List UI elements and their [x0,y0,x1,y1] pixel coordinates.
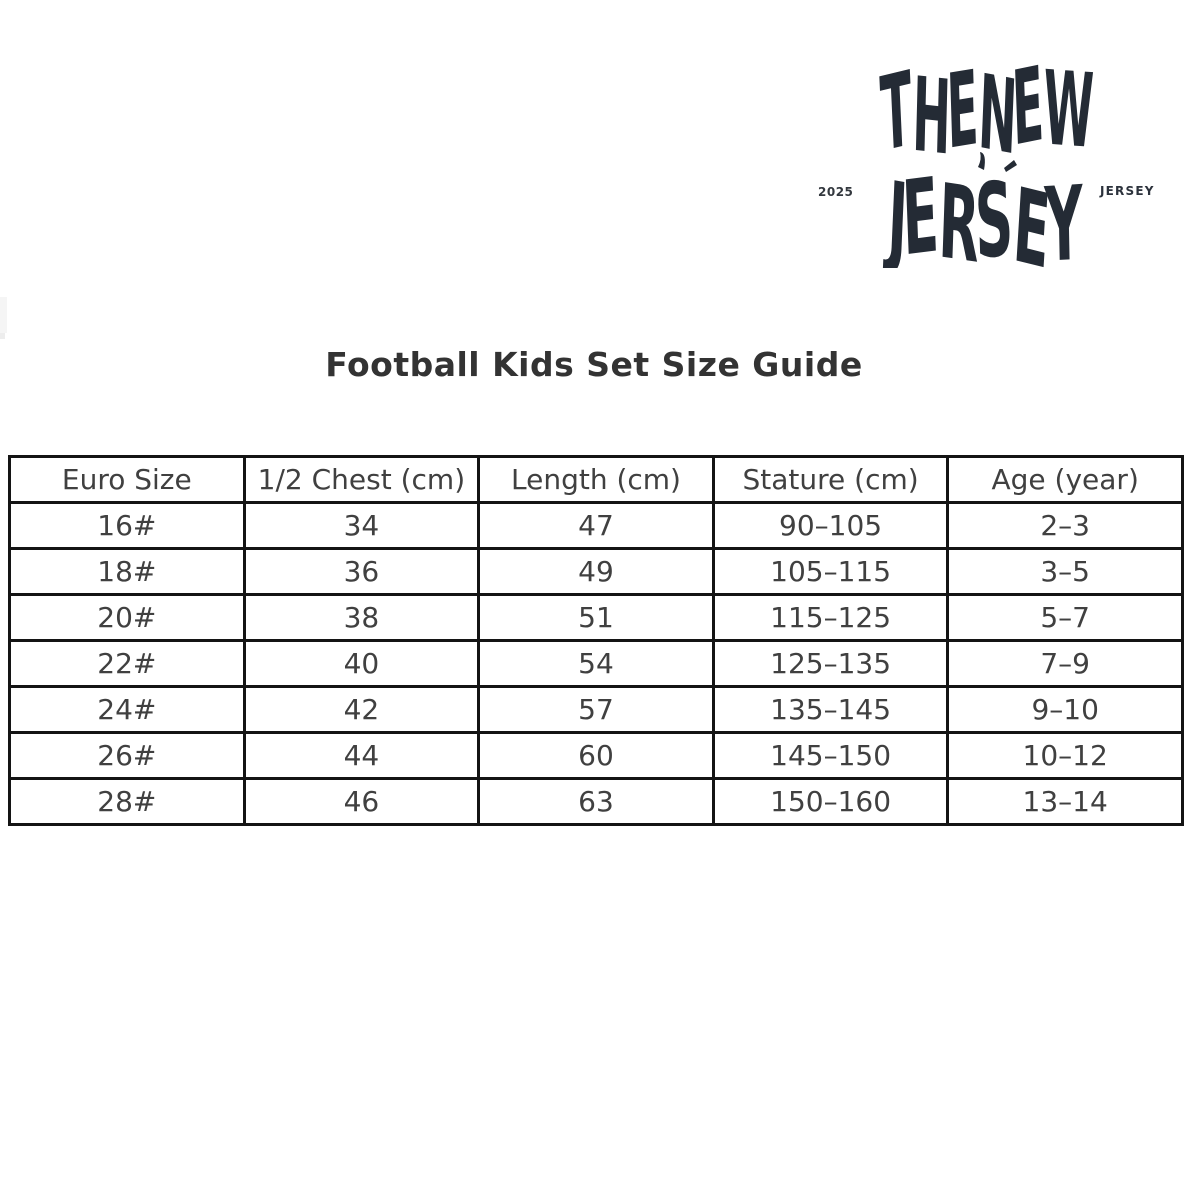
table-cell: 24# [10,687,245,733]
table-cell: 18# [10,549,245,595]
table-cell: 9–10 [948,687,1183,733]
size-table-body [10,503,1183,825]
table-cell: 42 [244,687,479,733]
logo-year-label: 2025 [818,185,854,199]
table-cell: 40 [244,641,479,687]
table-cell: 125–135 [713,641,948,687]
brand-logo [876,60,1098,268]
table-row [10,779,1183,825]
table-cell: 54 [479,641,714,687]
table-cell: 135–145 [713,687,948,733]
logo-line2: JERSEY [885,156,1074,268]
table-cell: 90–105 [713,503,948,549]
logo-side-label: JERSEY [1100,184,1155,198]
table-cell: 38 [244,595,479,641]
table-cell: 36 [244,549,479,595]
table-cell: 60 [479,733,714,779]
table-cell: 150–160 [713,779,948,825]
table-cell: 57 [479,687,714,733]
table-cell: 20# [10,595,245,641]
size-table-head [10,457,1183,503]
table-cell: 16# [10,503,245,549]
table-cell: 10–12 [948,733,1183,779]
table-cell: 3–5 [948,549,1183,595]
table-cell: 28# [10,779,245,825]
size-table [8,455,1184,826]
column-header: 1/2 Chest (cm) [244,457,479,503]
column-header: Euro Size [10,457,245,503]
table-cell: 5–7 [948,595,1183,641]
table-cell: 26# [10,733,245,779]
table-cell: 63 [479,779,714,825]
table-cell: 145–150 [713,733,948,779]
table-cell: 46 [244,779,479,825]
table-cell: 49 [479,549,714,595]
table-cell: 51 [479,595,714,641]
table-row [10,687,1183,733]
table-cell: 34 [244,503,479,549]
table-row [10,549,1183,595]
table-cell: 2–3 [948,503,1183,549]
table-cell: 115–125 [713,595,948,641]
table-row [10,733,1183,779]
column-header: Stature (cm) [713,457,948,503]
header-row [10,457,1183,503]
cropped-edge-artifact [0,297,7,333]
logo-line1: THENEW [878,60,1086,179]
table-cell: 44 [244,733,479,779]
table-cell: 13–14 [948,779,1183,825]
table-row [10,595,1183,641]
page-title: Football Kids Set Size Guide [325,345,863,384]
table-cell: 105–115 [713,549,948,595]
table-row [10,503,1183,549]
table-cell: 47 [479,503,714,549]
column-header: Age (year) [948,457,1183,503]
brand-logo-graphic [876,60,1098,268]
column-header: Length (cm) [479,457,714,503]
table-row [10,641,1183,687]
table-cell: 22# [10,641,245,687]
table-cell: 7–9 [948,641,1183,687]
